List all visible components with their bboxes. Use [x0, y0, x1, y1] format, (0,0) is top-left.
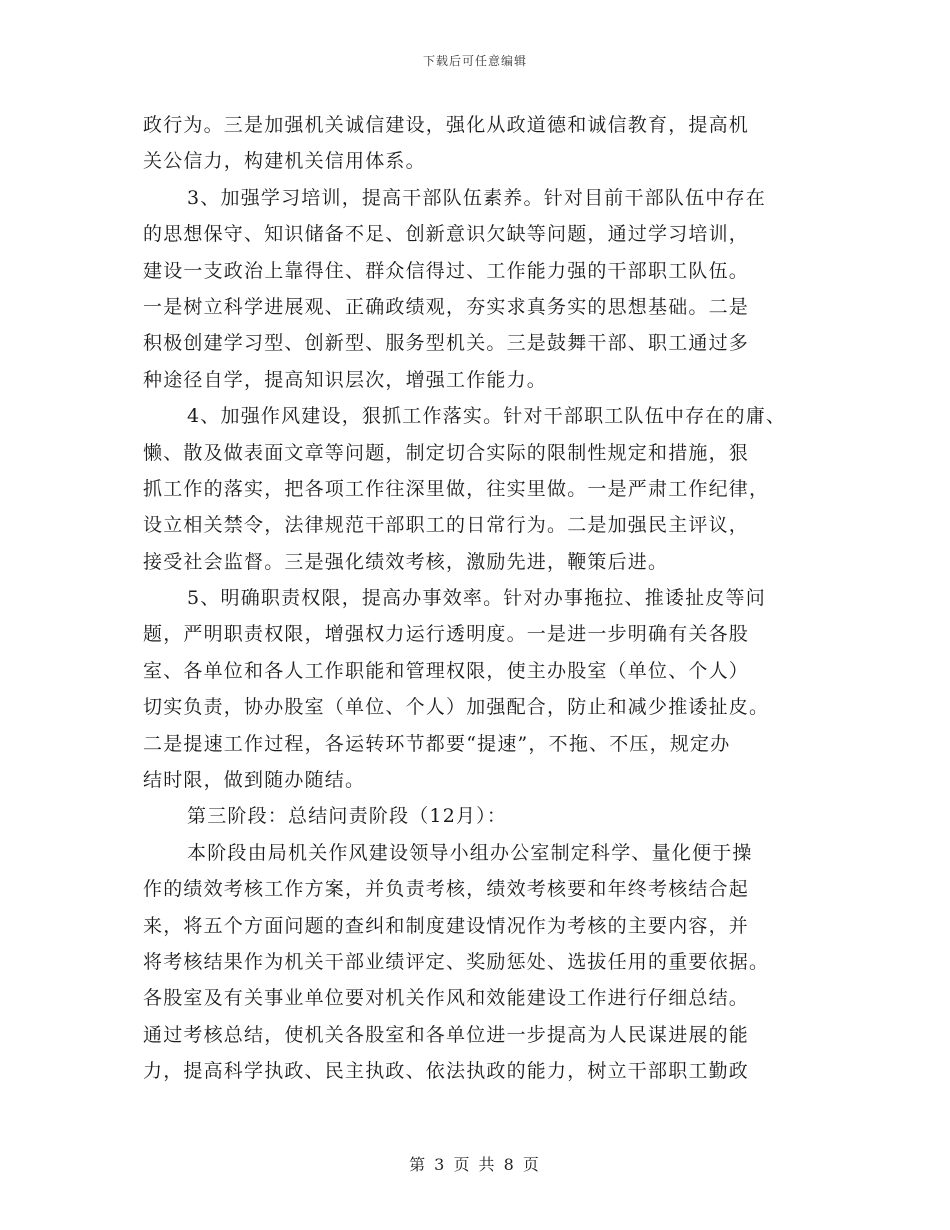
- text-line: 建设一支政治上靠得住、群众信得过、工作能力强的干部职工队伍。: [143, 259, 750, 282]
- text-line: 来，将五个方面问题的查纠和制度建设情况作为考核的主要内容，并: [143, 914, 750, 937]
- text-line: 室、各单位和各人工作职能和管理权限，使主办股室（单位、个人）: [143, 659, 750, 682]
- text-line: 的思想保守、知识储备不足、创新意识欠缺等问题，通过学习培训，: [143, 223, 750, 246]
- text-line: 接受社会监督。三是强化绩效考核，激励先进，鞭策后进。: [143, 550, 669, 573]
- text-line: 设立相关禁令，法律规范干部职工的日常行为。二是加强民主评议，: [143, 514, 750, 537]
- page-number: 第 3 页 共 8 页: [409, 1155, 541, 1174]
- text-line: 结时限，做到随办随结。: [143, 769, 366, 792]
- text-line: 政行为。三是加强机关诚信建设，强化从政道德和诚信教育，提高机: [143, 114, 750, 136]
- text-line: 5、明确职责权限，提高办事效率。针对办事拖拉、推诿扯皮等问: [187, 587, 766, 610]
- text-line: 各股室及有关事业单位要对机关作风和效能建设工作进行仔细总结。: [143, 987, 750, 1010]
- page-header: 下载后可任意编辑: [422, 54, 527, 68]
- text-line: 关公信力，构建机关信用体系。: [143, 150, 426, 173]
- text-line: 通过考核总结，使机关各股室和各单位进一步提高为人民谋进展的能: [143, 1023, 750, 1046]
- text-line: 积极创建学习型、创新型、服务型机关。三是鼓舞干部、职工通过多: [143, 332, 750, 355]
- text-line: 切实负责，协办股室（单位、个人）加强配合，防止和减少推诿扯皮。: [143, 696, 770, 719]
- text-line: 懒、散及做表面文章等问题，制定切合实际的限制性规定和措施，狠: [143, 441, 750, 464]
- text-line: 题，严明职责权限，增强权力运行透明度。一是进一步明确有关各股: [143, 623, 750, 646]
- text-line: 作的绩效考核工作方案，并负责考核，绩效考核要和年终考核结合起: [143, 878, 750, 901]
- text-line: 一是树立科学进展观、正确政绩观，夯实求真务实的思想基础。二是: [143, 295, 750, 318]
- text-line: 3、加强学习培训，提高干部队伍素养。针对目前干部队伍中存在: [187, 186, 766, 209]
- text-line: 本阶段由局机关作风建设领导小组办公室制定科学、量化便于操: [187, 841, 753, 864]
- text-line: 抓工作的落实，把各项工作往深里做，往实里做。一是严肃工作纪律，: [143, 477, 770, 500]
- text-line: 将考核结果作为机关干部业绩评定、奖励惩处、选拔任用的重要依据。: [143, 950, 770, 973]
- text-line: 种途径自学，提高知识层次，增强工作能力。: [143, 368, 548, 391]
- text-line: 4、加强作风建设，狠抓工作落实。针对干部职工队伍中存在的庸、: [187, 405, 787, 428]
- text-line: 二是提速工作过程，各运转环节都要“提速”，不拖、不压，规定办: [143, 732, 731, 755]
- section-heading: 第三阶段：总结问责阶段（12月）：: [187, 805, 508, 828]
- text-line: 力，提高科学执政、民主执政、依法执政的能力，树立干部职工勤政: [143, 1060, 750, 1083]
- document-body: [143, 107, 833, 1090]
